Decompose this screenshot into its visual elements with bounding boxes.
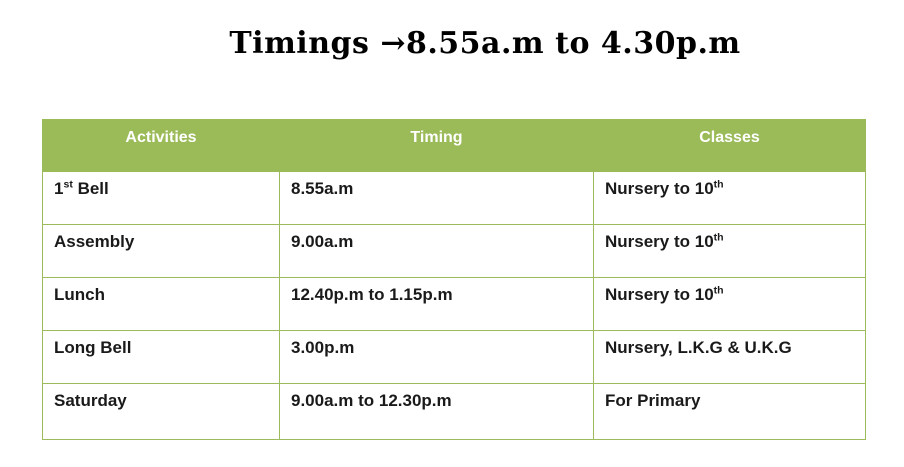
- cell-text: For Primary: [605, 391, 701, 410]
- activity-cell: [43, 331, 280, 384]
- cell-text: Nursery, L.K.G & U.K.G: [605, 338, 792, 357]
- timing-cell: [280, 384, 594, 440]
- cell-text: Bell: [72, 179, 109, 198]
- superscript: th: [713, 178, 724, 191]
- table-row: [43, 278, 866, 331]
- cell-text: Nursery to 10: [605, 285, 714, 304]
- timing-cell: [280, 331, 594, 384]
- classes-cell: [594, 331, 866, 384]
- header-timing: Timing: [280, 120, 594, 172]
- classes-cell: [594, 225, 866, 278]
- cell-text: Lunch: [54, 285, 105, 304]
- cell-text: Nursery to 10: [605, 179, 714, 198]
- activity-cell: [43, 278, 280, 331]
- timing-cell: [280, 172, 594, 225]
- classes-cell: [594, 384, 866, 440]
- cell-text: 3.00p.m: [291, 338, 355, 357]
- cell-text: Assembly: [54, 232, 135, 251]
- classes-cell: [594, 172, 866, 225]
- cell-text: 1: [54, 179, 64, 198]
- table-row: [43, 172, 866, 225]
- superscript: th: [713, 231, 724, 244]
- table-header-row: [43, 120, 866, 172]
- document-page: [0, 26, 904, 467]
- activity-cell: [43, 384, 280, 440]
- cell-text: 8.55a.m: [291, 179, 354, 198]
- page-title: Timings →8.55a.m to 4.30p.m: [229, 26, 741, 61]
- timings-table: [42, 119, 866, 440]
- cell-text: Saturday: [54, 391, 127, 410]
- cell-text: Long Bell: [54, 338, 132, 357]
- table-row: [43, 384, 866, 440]
- timing-cell: [280, 225, 594, 278]
- cell-text: 9.00a.m: [291, 232, 354, 251]
- table-row: [43, 225, 866, 278]
- header-activities: Activities: [43, 120, 280, 172]
- header-classes: Classes: [594, 120, 866, 172]
- cell-text: 12.40p.m to 1.15p.m: [291, 285, 453, 304]
- activity-cell: [43, 225, 280, 278]
- classes-cell: [594, 278, 866, 331]
- cell-text: 9.00a.m to 12.30p.m: [291, 391, 452, 410]
- superscript: th: [713, 284, 724, 297]
- activity-cell: [43, 172, 280, 225]
- superscript: st: [63, 178, 73, 191]
- table-row: [43, 331, 866, 384]
- cell-text: Nursery to 10: [605, 232, 714, 251]
- timing-cell: [280, 278, 594, 331]
